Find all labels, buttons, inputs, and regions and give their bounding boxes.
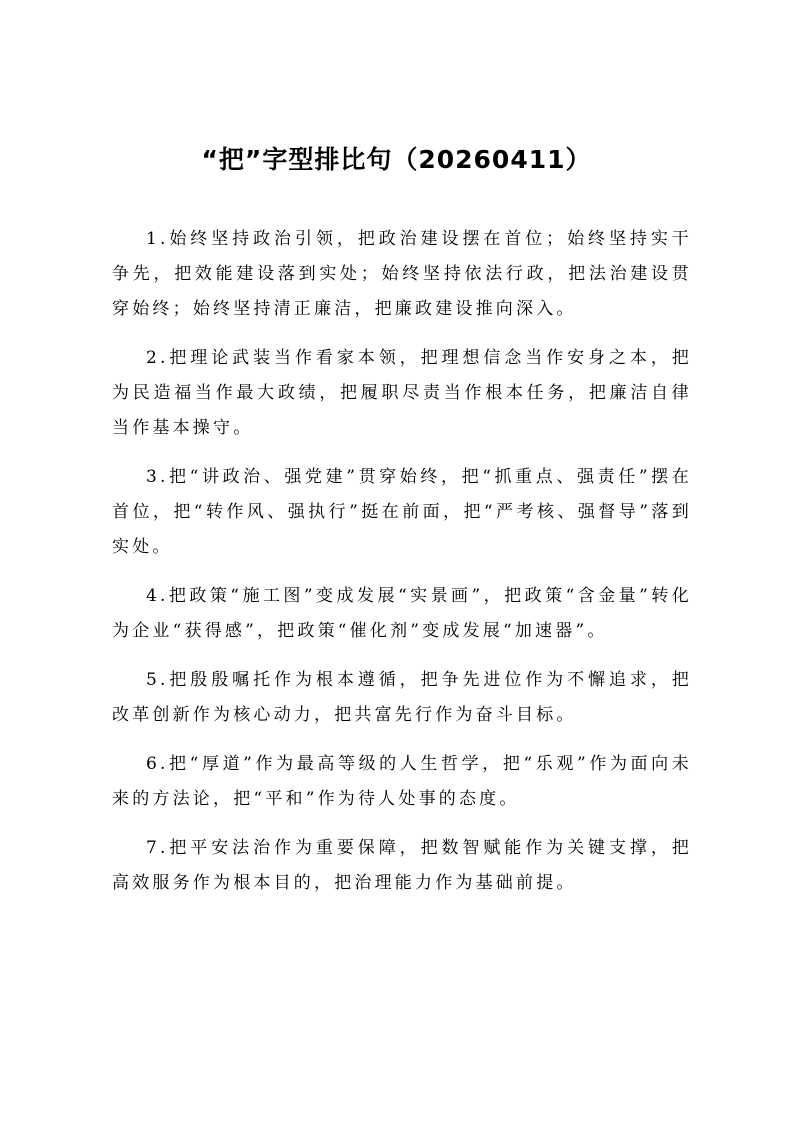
paragraph-2: 2.把理论武装当作看家本领，把理想信念当作安身之本，把为民造福当作最大政绩，把履职尽责当作根本任务，把廉洁自律当作基本操守。 bbox=[112, 348, 692, 438]
paragraph-5: 5.把殷殷嘱托作为根本遵循，把争先进位作为不懈追求，把改革创新作为核心动力，把共富先行作为奋斗目标。 bbox=[112, 670, 692, 725]
document-title: “把”字型排比句（20260411） bbox=[201, 145, 592, 174]
paragraph-1: 1.始终坚持政治引领，把政治建设摆在首位；始终坚持实干争先，把效能建设落到实处；始终坚持依法行政，把法治建设贯穿始终；始终坚持清正廉洁，把廉政建设推向深入。 bbox=[112, 229, 692, 319]
document-body bbox=[112, 222, 692, 915]
paragraph-6: 6.把“厚道”作为最高等级的人生哲学，把“乐观”作为面向未来的方法论，把“平和”作为待人处事的态度。 bbox=[112, 754, 692, 809]
paragraph-3: 3.把“讲政治、强党建”贯穿始终，把“抓重点、强责任”摆在首位，把“转作风、强执行”挺在前面，把“严考核、强督导”落到实处。 bbox=[112, 467, 692, 557]
paragraph-7: 7.把平安法治作为重要保障，把数智赋能作为关键支撑，把高效服务作为根本目的，把治理能力作为基础前提。 bbox=[112, 838, 692, 893]
paragraph-4: 4.把政策“施工图”变成发展“实景画”，把政策“含金量”转化为企业“获得感”，把政策“催化剂”变成发展“加速器”。 bbox=[112, 586, 692, 641]
